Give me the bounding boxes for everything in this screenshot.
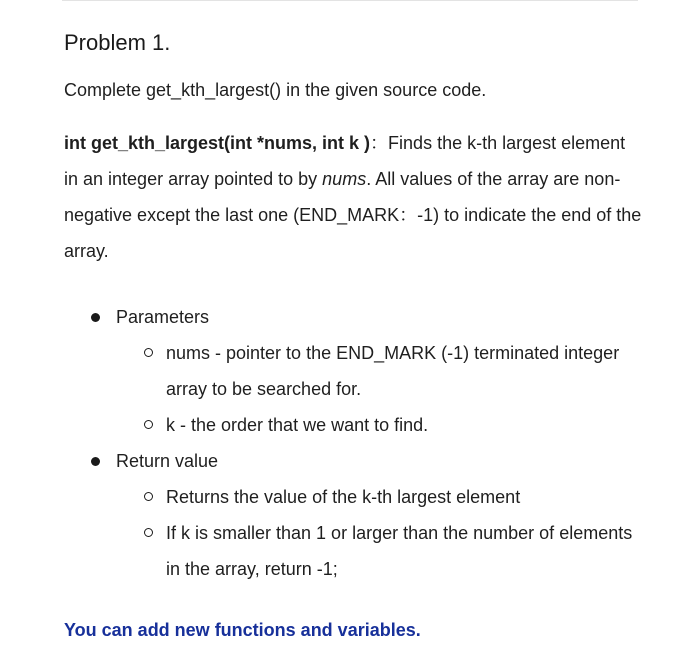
problem-content xyxy=(64,28,664,643)
parameter-k: k - the order that we want to find. xyxy=(166,415,429,435)
filled-bullet-icon xyxy=(91,313,100,322)
parameters-list xyxy=(116,335,664,443)
list-item xyxy=(116,407,636,443)
return-value-list xyxy=(116,479,664,587)
hollow-bullet-icon xyxy=(144,348,153,357)
list-item xyxy=(116,479,636,515)
hollow-bullet-icon xyxy=(144,528,153,537)
top-divider xyxy=(62,0,638,1)
spec-list xyxy=(64,299,664,587)
parameters-label: Parameters xyxy=(116,307,210,327)
hollow-bullet-icon xyxy=(144,492,153,501)
description-text-2: . All values of the array are non-negative except the last one (END_MARK：-1) to indicate the end of the array. xyxy=(64,169,642,261)
return-value-error: If k is smaller than 1 or larger than the number of elements in the array, return -1; xyxy=(166,523,633,579)
list-item xyxy=(116,515,636,587)
problem-title: Problem 1. xyxy=(64,30,171,55)
function-signature: int get_kth_largest(int *nums, int k ) xyxy=(64,133,371,153)
function-description xyxy=(64,125,644,269)
problem-intro: Complete get_kth_largest() in the given source code. xyxy=(64,80,487,100)
parameter-nums: nums - pointer to the END_MARK (-1) terminated integer array to be searched for. xyxy=(166,343,620,399)
list-item xyxy=(116,335,636,407)
hollow-bullet-icon xyxy=(144,420,153,429)
filled-bullet-icon xyxy=(91,457,100,466)
description-text-1: Finds the k-th largest element in an integer array pointed to by xyxy=(64,133,626,189)
return-value-normal: Returns the value of the k-th largest element xyxy=(166,487,521,507)
return-value-section xyxy=(64,443,664,587)
signature-separator: ： xyxy=(370,133,389,153)
note-text: You can add new functions and variables. xyxy=(64,620,421,640)
return-value-label: Return value xyxy=(116,451,219,471)
nums-variable: nums xyxy=(322,169,367,189)
parameters-section xyxy=(64,299,664,443)
